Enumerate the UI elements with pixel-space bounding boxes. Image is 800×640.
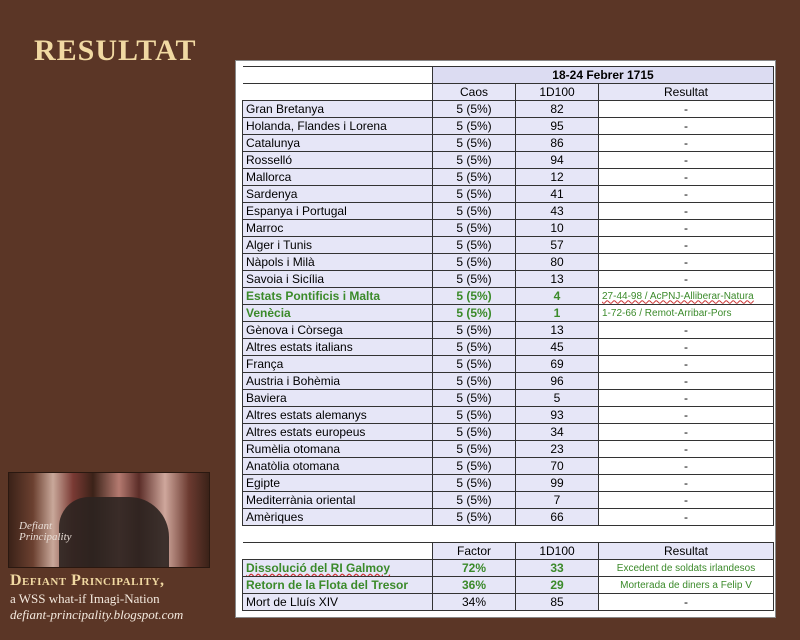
caos-value: 5 (5%) [433,373,516,390]
region-name: Espanya i Portugal [243,203,433,220]
caos-value: 5 (5%) [433,118,516,135]
caos-value: 5 (5%) [433,509,516,526]
result-value: - [599,254,774,271]
roll-value: 93 [516,407,599,424]
table-row [243,441,774,458]
roll-value: 29 [516,577,599,594]
roll-value: 12 [516,169,599,186]
result-value: - [599,390,774,407]
table-row [243,118,774,135]
brand-block [10,572,183,623]
result-value: - [599,356,774,373]
roll-value: 70 [516,458,599,475]
caos-value: 5 (5%) [433,186,516,203]
event-name: Mort de Lluís XIV [243,594,433,611]
roll-value: 33 [516,560,599,577]
col-header-result: Resultat [599,543,774,560]
region-name: Anatòlia otomana [243,458,433,475]
table-row [243,220,774,237]
table-row [243,288,774,305]
result-value: - [599,101,774,118]
roll-value: 1 [516,305,599,322]
caos-value: 5 (5%) [433,271,516,288]
date-header-row [243,67,774,84]
event-name: Dissolució del RI Galmoy [243,560,433,577]
logo-text: Defiant Principality [19,520,72,543]
roll-value: 99 [516,475,599,492]
region-name: Amèriques [243,509,433,526]
result-value: - [599,169,774,186]
col-header-factor: Factor [433,543,516,560]
result-value: - [599,509,774,526]
caos-value: 5 (5%) [433,339,516,356]
roll-value: 85 [516,594,599,611]
caos-value: 5 (5%) [433,169,516,186]
result-value: - [599,186,774,203]
caos-value: 5 (5%) [433,458,516,475]
empty-cell [243,526,433,543]
result-value: Morterada de diners a Felip V [599,577,774,594]
roll-value: 57 [516,237,599,254]
table-row [243,203,774,220]
logo-silhouette [59,497,169,567]
column-header-row [243,84,774,101]
empty-cell [599,526,774,543]
caos-value: 5 (5%) [433,322,516,339]
caos-value: 5 (5%) [433,152,516,169]
region-name: Holanda, Flandes i Lorena [243,118,433,135]
brand-name: Defiant Principality, [10,572,165,589]
roll-value: 13 [516,322,599,339]
caos-value: 5 (5%) [433,203,516,220]
region-name: Mallorca [243,169,433,186]
blank-row [243,526,774,543]
table-row [243,356,774,373]
region-name: Rosselló [243,152,433,169]
empty-cell [243,67,433,84]
col-header-caos: Caos [433,84,516,101]
result-value: - [599,594,774,611]
date-header: 18-24 Febrer 1715 [433,67,774,84]
caos-value: 5 (5%) [433,390,516,407]
table-row [243,458,774,475]
result-value: - [599,339,774,356]
region-name: Gènova i Còrsega [243,322,433,339]
caos-value: 5 (5%) [433,288,516,305]
table-row [243,305,774,322]
table-row [243,186,774,203]
result-value: - [599,271,774,288]
caos-value: 5 (5%) [433,407,516,424]
table-row [243,492,774,509]
caos-value: 5 (5%) [433,254,516,271]
region-name: Baviera [243,390,433,407]
table-row [243,594,774,611]
result-value: 1-72-66 / Remot-Arribar-Pors [599,305,774,322]
logo-image [8,472,210,568]
caos-value: 5 (5%) [433,237,516,254]
region-name: Marroc [243,220,433,237]
region-name: Savoia i Sicília [243,271,433,288]
page-title: RESULTAT [34,34,197,67]
table-row [243,407,774,424]
region-name: Gran Bretanya [243,101,433,118]
event-name: Retorn de la Flota del Tresor [243,577,433,594]
region-name: Altres estats europeus [243,424,433,441]
region-name: Altres estats alemanys [243,407,433,424]
factor-value: 36% [433,577,516,594]
result-value: 27-44-98 / AcPNJ-Alliberar-Natura [599,288,774,305]
roll-value: 94 [516,152,599,169]
brand-url[interactable]: defiant-principality.blogspot.com [10,607,184,622]
empty-cell [516,526,599,543]
caos-value: 5 (5%) [433,305,516,322]
roll-value: 7 [516,492,599,509]
result-value: - [599,203,774,220]
caos-value: 5 (5%) [433,101,516,118]
region-name: Catalunya [243,135,433,152]
result-value: - [599,220,774,237]
table-row [243,169,774,186]
table-row [243,475,774,492]
roll-value: 4 [516,288,599,305]
result-value: - [599,373,774,390]
results-table [242,66,774,611]
result-value: - [599,152,774,169]
caos-value: 5 (5%) [433,135,516,152]
table-row [243,135,774,152]
region-name: Alger i Tunis [243,237,433,254]
table-row [243,237,774,254]
roll-value: 96 [516,373,599,390]
roll-value: 10 [516,220,599,237]
caos-value: 5 (5%) [433,492,516,509]
table-row [243,509,774,526]
region-name: Venècia [243,305,433,322]
result-value: - [599,135,774,152]
table-row [243,101,774,118]
roll-value: 95 [516,118,599,135]
table-row [243,577,774,594]
table-row [243,322,774,339]
result-value: - [599,441,774,458]
col-header-roll: 1D100 [516,543,599,560]
region-name: França [243,356,433,373]
region-name: Rumèlia otomana [243,441,433,458]
caos-value: 5 (5%) [433,356,516,373]
result-value: - [599,458,774,475]
roll-value: 13 [516,271,599,288]
table-row [243,271,774,288]
spreadsheet [235,60,776,618]
roll-value: 34 [516,424,599,441]
caos-value: 5 (5%) [433,220,516,237]
caos-value: 5 (5%) [433,475,516,492]
region-name: Mediterrània oriental [243,492,433,509]
table-row [243,390,774,407]
table-row [243,339,774,356]
region-name: Austria i Bohèmia [243,373,433,390]
roll-value: 66 [516,509,599,526]
roll-value: 69 [516,356,599,373]
brand-subtitle: a WSS what-if Imagi-Nation [10,591,160,606]
table-row [243,424,774,441]
table-row [243,560,774,577]
roll-value: 45 [516,339,599,356]
col-header-roll: 1D100 [516,84,599,101]
factor-value: 34% [433,594,516,611]
roll-value: 41 [516,186,599,203]
result-value: - [599,237,774,254]
roll-value: 86 [516,135,599,152]
region-name: Sardenya [243,186,433,203]
region-name: Estats Pontificis i Malta [243,288,433,305]
column-header-row-2 [243,543,774,560]
col-header-result: Resultat [599,84,774,101]
roll-value: 82 [516,101,599,118]
factor-value: 72% [433,560,516,577]
roll-value: 23 [516,441,599,458]
result-value: - [599,424,774,441]
roll-value: 5 [516,390,599,407]
roll-value: 80 [516,254,599,271]
result-value: - [599,322,774,339]
region-name: Egipte [243,475,433,492]
result-value: - [599,118,774,135]
empty-cell [243,84,433,101]
result-value: - [599,475,774,492]
result-value: - [599,407,774,424]
region-name: Nàpols i Milà [243,254,433,271]
table-row [243,254,774,271]
result-value: - [599,492,774,509]
empty-cell [433,526,516,543]
result-value: Excedent de soldats irlandesos [599,560,774,577]
caos-value: 5 (5%) [433,424,516,441]
caos-value: 5 (5%) [433,441,516,458]
empty-cell [243,543,433,560]
table-row [243,373,774,390]
region-name: Altres estats italians [243,339,433,356]
table-row [243,152,774,169]
roll-value: 43 [516,203,599,220]
